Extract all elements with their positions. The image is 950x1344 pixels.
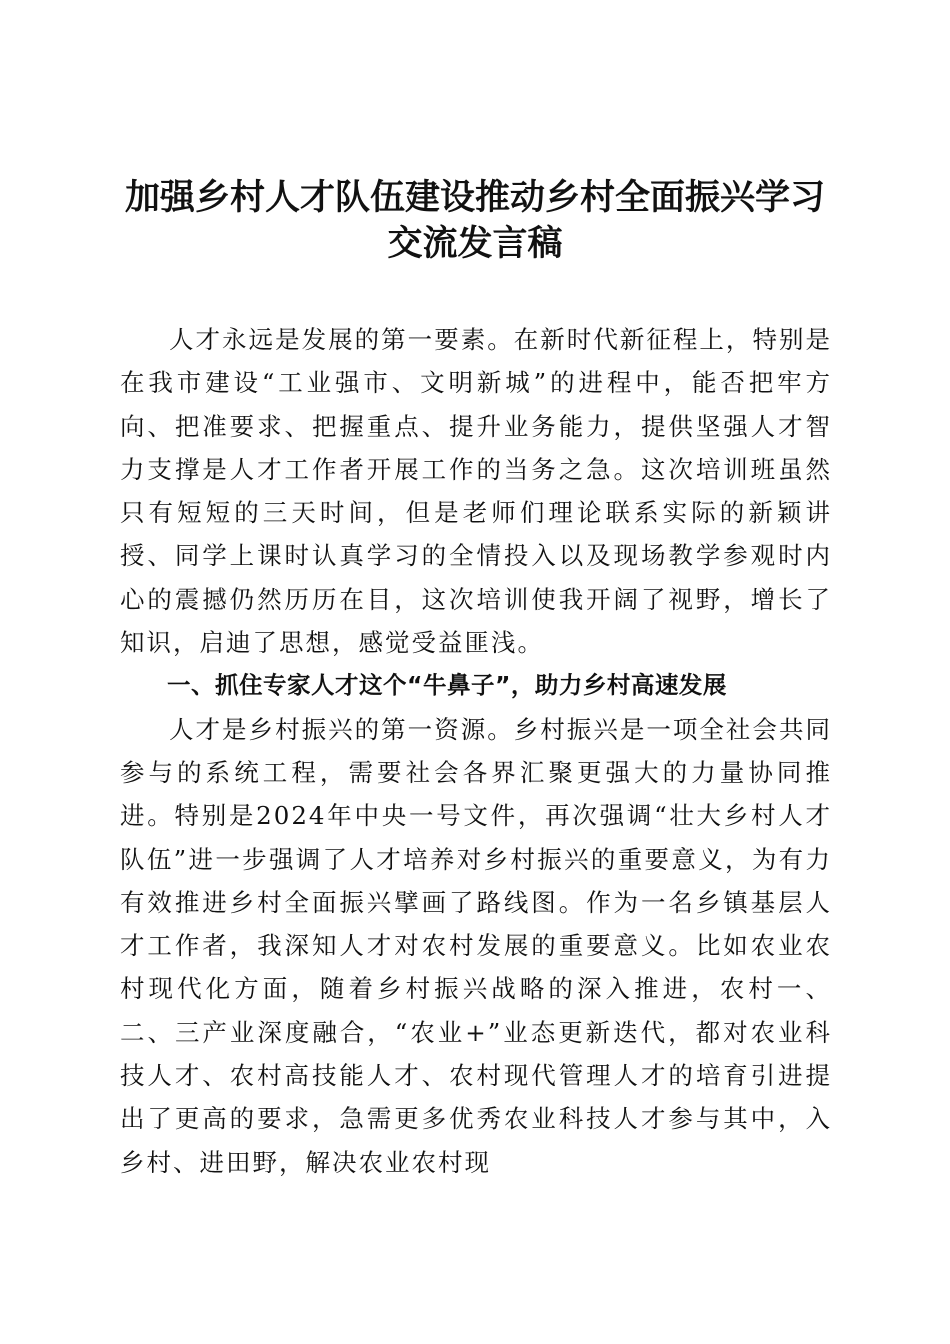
document-title-line-1: 加强乡村人才队伍建设推动乡村全面振兴学习 (124, 177, 825, 218)
document-body (120, 318, 832, 1184)
section-heading: 一、抓住专家人才这个“牛鼻子”，助力乡村高速发展 (167, 671, 727, 700)
section-1-paragraph: 人才是乡村振兴的第一资源。乡村振兴是一项全社会共同参与的系统工程，需要社会各界汇聚更强大的力量协同推进。特别是2024年中央一号文件，再次强调“壮大乡村人才队伍”进一步强调了人才培养对乡村振兴的重要意义，为有力有效推进乡村全面振兴擘画了路线图。作为一名乡镇基层人才工作者，我深知人才对农村发展的重要意义。比如农业农村现代化方面，随着乡村振兴战略的深入推进，农村一、二、三产业深度融合，“农业+”业态更新迭代，都对农业科技人才、农村高技能人才、农村现代管理人才的培育引进提出了更高的要求，急需更多优秀农业科技人才参与其中，入乡村、进田野，解决农业农村现 (120, 714, 832, 1177)
document-title-line-2: 交流发言稿 (387, 223, 563, 264)
document-title (100, 175, 850, 267)
intro-paragraph: 人才永远是发展的第一要素。在新时代新征程上，特别是在我市建设“工业强市、文明新城”的进程中，能否把牢方向、把准要求、把握重点、提升业务能力，提供坚强人才智力支撑是人才工作者开展工作的当务之急。这次培训班虽然只有短短的三天时间，但是老师们理论联系实际的新颖讲授、同学上课时认真学习的全情投入以及现场教学参观时内心的震撼仍然历历在目，这次培训使我开阔了视野，增长了知识，启迪了思想，感觉受益匪浅。 (120, 325, 832, 658)
